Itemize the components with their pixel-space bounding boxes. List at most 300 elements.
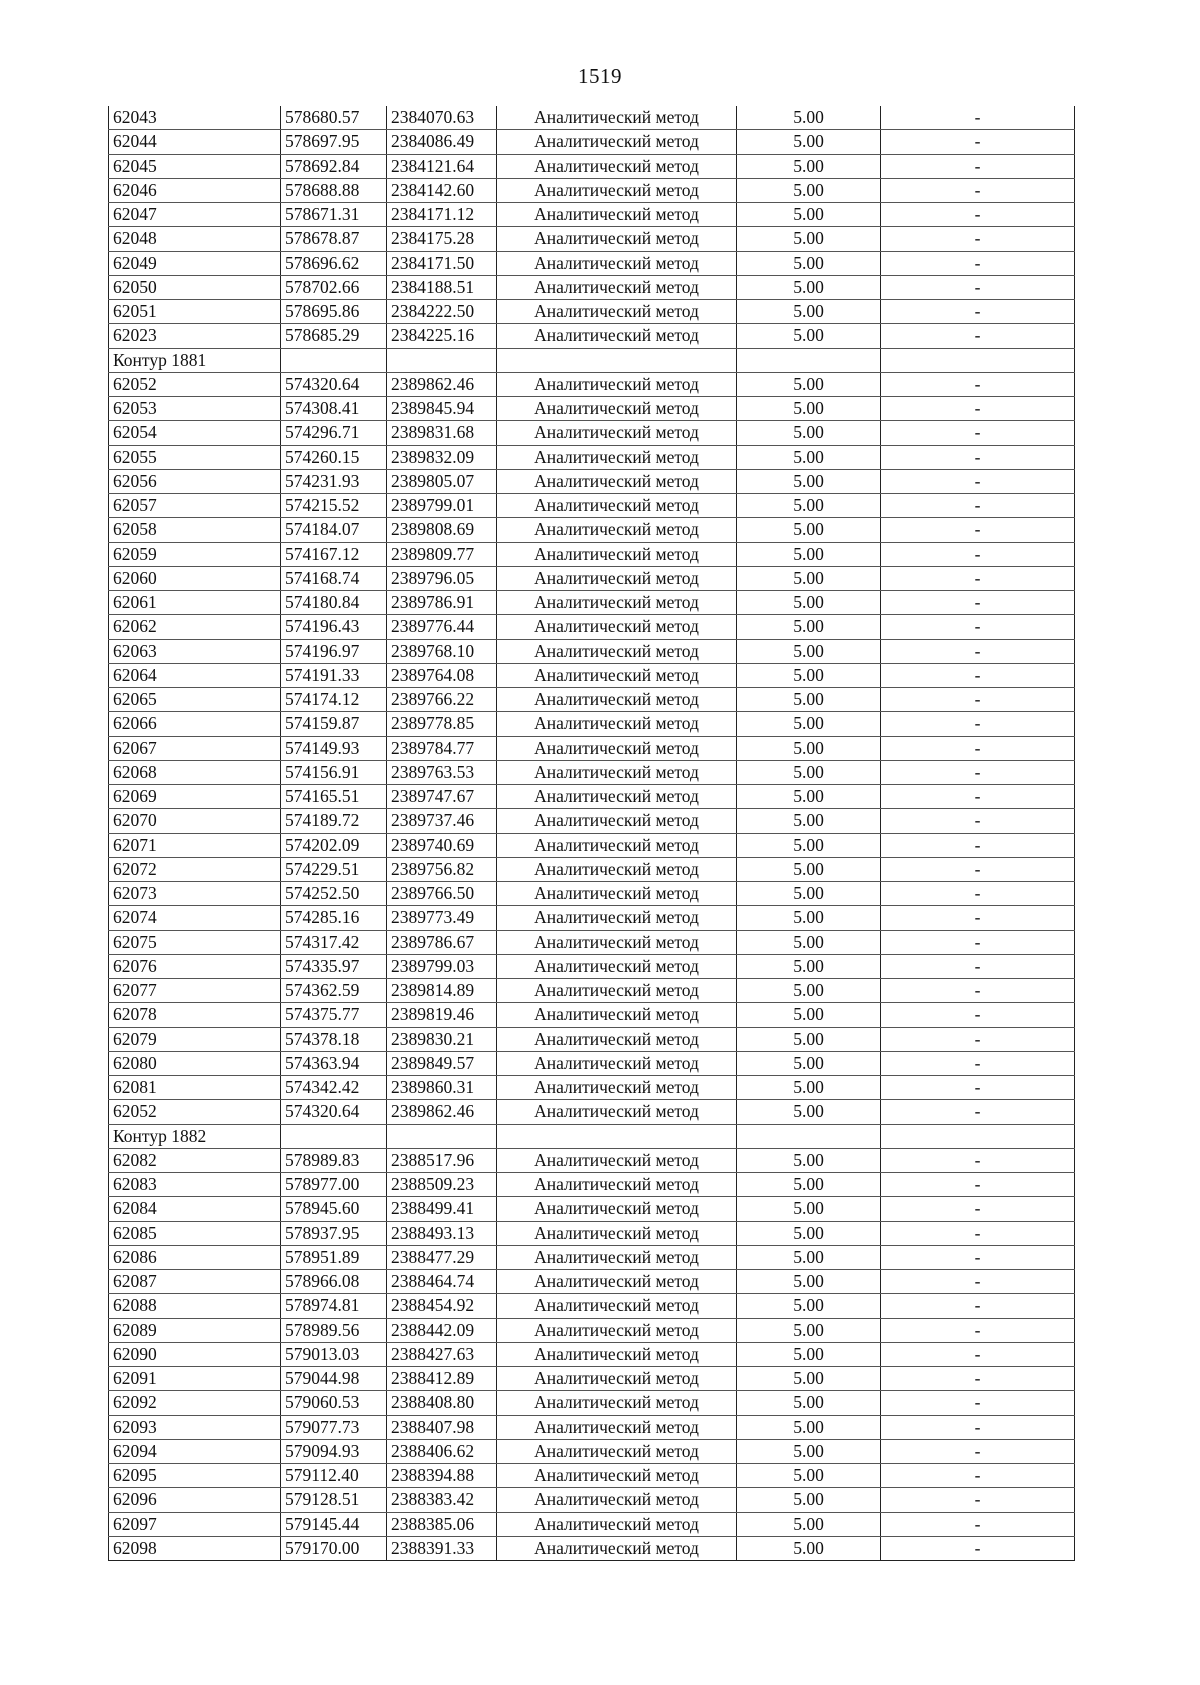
x-coordinate-cell: 574168.74 <box>281 566 387 590</box>
point-id-cell: 62075 <box>109 930 281 954</box>
y-coordinate-cell: 2389776.44 <box>387 615 497 639</box>
method-cell: Аналитический метод <box>497 930 737 954</box>
x-coordinate-cell: 579170.00 <box>281 1536 387 1560</box>
point-id-cell: 62089 <box>109 1318 281 1342</box>
y-coordinate-cell: 2389756.82 <box>387 857 497 881</box>
y-coordinate-cell: 2388383.42 <box>387 1488 497 1512</box>
point-id-cell: 62073 <box>109 882 281 906</box>
y-coordinate-cell: 2389763.53 <box>387 760 497 784</box>
point-id-cell: 62058 <box>109 518 281 542</box>
point-id-cell: 62064 <box>109 663 281 687</box>
x-coordinate-cell: 574215.52 <box>281 494 387 518</box>
y-coordinate-cell: 2389799.01 <box>387 494 497 518</box>
note-cell: - <box>881 1100 1075 1124</box>
point-id-cell: 62098 <box>109 1536 281 1560</box>
point-id-cell: 62050 <box>109 275 281 299</box>
method-cell: Аналитический метод <box>497 203 737 227</box>
table-row <box>109 712 1075 736</box>
table-row <box>109 785 1075 809</box>
method-cell: Аналитический метод <box>497 469 737 493</box>
method-cell: Аналитический метод <box>497 1488 737 1512</box>
accuracy-cell: 5.00 <box>737 178 881 202</box>
point-id-cell: 62093 <box>109 1415 281 1439</box>
y-coordinate-cell: 2388464.74 <box>387 1270 497 1294</box>
y-coordinate-cell: 2384171.12 <box>387 203 497 227</box>
table-row <box>109 154 1075 178</box>
table-row <box>109 1439 1075 1463</box>
x-coordinate-cell: 574191.33 <box>281 663 387 687</box>
table-row <box>109 1464 1075 1488</box>
method-cell: Аналитический метод <box>497 1415 737 1439</box>
x-coordinate-cell: 578966.08 <box>281 1270 387 1294</box>
accuracy-cell: 5.00 <box>737 372 881 396</box>
note-cell: - <box>881 251 1075 275</box>
accuracy-cell: 5.00 <box>737 518 881 542</box>
y-coordinate-cell: 2389860.31 <box>387 1076 497 1100</box>
table-row <box>109 615 1075 639</box>
y-coordinate-cell: 2389808.69 <box>387 518 497 542</box>
note-cell: - <box>881 1464 1075 1488</box>
table-row <box>109 1148 1075 1172</box>
y-coordinate-cell: 2388394.88 <box>387 1464 497 1488</box>
accuracy-cell: 5.00 <box>737 1245 881 1269</box>
x-coordinate-cell: 574252.50 <box>281 882 387 906</box>
table-row <box>109 542 1075 566</box>
table-row <box>109 1318 1075 1342</box>
accuracy-cell: 5.00 <box>737 130 881 154</box>
accuracy-cell: 5.00 <box>737 397 881 421</box>
accuracy-cell: 5.00 <box>737 542 881 566</box>
method-cell: Аналитический метод <box>497 1270 737 1294</box>
note-cell: - <box>881 324 1075 348</box>
table-row <box>109 300 1075 324</box>
note-cell: - <box>881 1536 1075 1560</box>
accuracy-cell: 5.00 <box>737 469 881 493</box>
note-cell <box>881 348 1075 372</box>
x-coordinate-cell: 574342.42 <box>281 1076 387 1100</box>
method-cell: Аналитический метод <box>497 663 737 687</box>
note-cell: - <box>881 736 1075 760</box>
method-cell: Аналитический метод <box>497 518 737 542</box>
note-cell: - <box>881 1512 1075 1536</box>
method-cell: Аналитический метод <box>497 1391 737 1415</box>
accuracy-cell: 5.00 <box>737 1270 881 1294</box>
table-row <box>109 1294 1075 1318</box>
table-row <box>109 979 1075 1003</box>
y-coordinate-cell: 2389805.07 <box>387 469 497 493</box>
table-row <box>109 760 1075 784</box>
point-id-cell: 62096 <box>109 1488 281 1512</box>
table-row <box>109 251 1075 275</box>
note-cell: - <box>881 494 1075 518</box>
y-coordinate-cell: 2389766.22 <box>387 688 497 712</box>
point-id-cell: 62060 <box>109 566 281 590</box>
note-cell: - <box>881 663 1075 687</box>
y-coordinate-cell: 2388493.13 <box>387 1221 497 1245</box>
x-coordinate-cell: 578688.88 <box>281 178 387 202</box>
y-coordinate-cell: 2389809.77 <box>387 542 497 566</box>
method-cell: Аналитический метод <box>497 1318 737 1342</box>
x-coordinate-cell: 578989.56 <box>281 1318 387 1342</box>
y-coordinate-cell <box>387 348 497 372</box>
method-cell: Аналитический метод <box>497 1027 737 1051</box>
accuracy-cell: 5.00 <box>737 1197 881 1221</box>
method-cell: Аналитический метод <box>497 785 737 809</box>
method-cell: Аналитический метод <box>497 1221 737 1245</box>
method-cell: Аналитический метод <box>497 1197 737 1221</box>
table-row <box>109 688 1075 712</box>
note-cell: - <box>881 809 1075 833</box>
table-row <box>109 275 1075 299</box>
y-coordinate-cell: 2388442.09 <box>387 1318 497 1342</box>
note-cell: - <box>881 397 1075 421</box>
method-cell: Аналитический метод <box>497 736 737 760</box>
contour-header-row <box>109 1124 1075 1148</box>
method-cell: Аналитический метод <box>497 1342 737 1366</box>
note-cell <box>881 1124 1075 1148</box>
y-coordinate-cell: 2384188.51 <box>387 275 497 299</box>
contour-label: Контур 1881 <box>109 348 281 372</box>
point-id-cell: 62057 <box>109 494 281 518</box>
note-cell: - <box>881 1173 1075 1197</box>
x-coordinate-cell: 578945.60 <box>281 1197 387 1221</box>
point-id-cell: 62076 <box>109 954 281 978</box>
note-cell: - <box>881 785 1075 809</box>
accuracy-cell: 5.00 <box>737 227 881 251</box>
x-coordinate-cell: 574231.93 <box>281 469 387 493</box>
note-cell: - <box>881 1148 1075 1172</box>
y-coordinate-cell: 2389784.77 <box>387 736 497 760</box>
point-id-cell: 62059 <box>109 542 281 566</box>
method-cell: Аналитический метод <box>497 275 737 299</box>
point-id-cell: 62056 <box>109 469 281 493</box>
point-id-cell: 62054 <box>109 421 281 445</box>
x-coordinate-cell: 579112.40 <box>281 1464 387 1488</box>
method-cell: Аналитический метод <box>497 445 737 469</box>
method-cell <box>497 348 737 372</box>
note-cell: - <box>881 1197 1075 1221</box>
point-id-cell: 62069 <box>109 785 281 809</box>
accuracy-cell <box>737 348 881 372</box>
point-id-cell: 62053 <box>109 397 281 421</box>
accuracy-cell: 5.00 <box>737 494 881 518</box>
contour-header-row <box>109 348 1075 372</box>
note-cell: - <box>881 760 1075 784</box>
note-cell: - <box>881 1245 1075 1269</box>
y-coordinate-cell: 2389819.46 <box>387 1003 497 1027</box>
x-coordinate-cell: 574285.16 <box>281 906 387 930</box>
note-cell: - <box>881 566 1075 590</box>
accuracy-cell: 5.00 <box>737 688 881 712</box>
y-coordinate-cell: 2389768.10 <box>387 639 497 663</box>
accuracy-cell: 5.00 <box>737 712 881 736</box>
table-row <box>109 178 1075 202</box>
point-id-cell: 62087 <box>109 1270 281 1294</box>
y-coordinate-cell: 2389862.46 <box>387 372 497 396</box>
table-row <box>109 1221 1075 1245</box>
x-coordinate-cell: 578974.81 <box>281 1294 387 1318</box>
method-cell: Аналитический метод <box>497 106 737 130</box>
point-id-cell: 62061 <box>109 591 281 615</box>
method-cell: Аналитический метод <box>497 1245 737 1269</box>
point-id-cell: 62067 <box>109 736 281 760</box>
method-cell: Аналитический метод <box>497 1512 737 1536</box>
x-coordinate-cell: 574189.72 <box>281 809 387 833</box>
point-id-cell: 62084 <box>109 1197 281 1221</box>
note-cell: - <box>881 421 1075 445</box>
method-cell: Аналитический метод <box>497 979 737 1003</box>
y-coordinate-cell: 2389737.46 <box>387 809 497 833</box>
accuracy-cell <box>737 1124 881 1148</box>
accuracy-cell: 5.00 <box>737 324 881 348</box>
x-coordinate-cell: 579077.73 <box>281 1415 387 1439</box>
note-cell: - <box>881 857 1075 881</box>
method-cell: Аналитический метод <box>497 130 737 154</box>
accuracy-cell: 5.00 <box>737 106 881 130</box>
accuracy-cell: 5.00 <box>737 1415 881 1439</box>
y-coordinate-cell: 2389845.94 <box>387 397 497 421</box>
table-row <box>109 324 1075 348</box>
note-cell: - <box>881 591 1075 615</box>
note-cell: - <box>881 688 1075 712</box>
point-id-cell: 62078 <box>109 1003 281 1027</box>
method-cell: Аналитический метод <box>497 809 737 833</box>
point-id-cell: 62079 <box>109 1027 281 1051</box>
method-cell: Аналитический метод <box>497 566 737 590</box>
table-row <box>109 1391 1075 1415</box>
x-coordinate-cell: 578685.29 <box>281 324 387 348</box>
table-row <box>109 130 1075 154</box>
y-coordinate-cell: 2389849.57 <box>387 1051 497 1075</box>
y-coordinate-cell: 2388509.23 <box>387 1173 497 1197</box>
method-cell: Аналитический метод <box>497 1051 737 1075</box>
x-coordinate-cell: 574308.41 <box>281 397 387 421</box>
y-coordinate-cell: 2388391.33 <box>387 1536 497 1560</box>
x-coordinate-cell: 574196.43 <box>281 615 387 639</box>
method-cell: Аналитический метод <box>497 300 737 324</box>
method-cell: Аналитический метод <box>497 615 737 639</box>
table-row <box>109 1512 1075 1536</box>
point-id-cell: 62095 <box>109 1464 281 1488</box>
note-cell: - <box>881 372 1075 396</box>
y-coordinate-cell: 2384142.60 <box>387 178 497 202</box>
y-coordinate-cell: 2384086.49 <box>387 130 497 154</box>
x-coordinate-cell: 574196.97 <box>281 639 387 663</box>
x-coordinate-cell: 574156.91 <box>281 760 387 784</box>
point-id-cell: 62080 <box>109 1051 281 1075</box>
y-coordinate-cell: 2388477.29 <box>387 1245 497 1269</box>
y-coordinate-cell: 2389799.03 <box>387 954 497 978</box>
table-row <box>109 736 1075 760</box>
y-coordinate-cell: 2389786.67 <box>387 930 497 954</box>
accuracy-cell: 5.00 <box>737 1294 881 1318</box>
y-coordinate-cell: 2384070.63 <box>387 106 497 130</box>
contour-label: Контур 1882 <box>109 1124 281 1148</box>
table-row <box>109 1270 1075 1294</box>
accuracy-cell: 5.00 <box>737 1148 881 1172</box>
y-coordinate-cell: 2384175.28 <box>387 227 497 251</box>
table-row <box>109 833 1075 857</box>
note-cell: - <box>881 445 1075 469</box>
x-coordinate-cell: 574174.12 <box>281 688 387 712</box>
point-id-cell: 62097 <box>109 1512 281 1536</box>
point-id-cell: 62092 <box>109 1391 281 1415</box>
table-row <box>109 469 1075 493</box>
note-cell: - <box>881 300 1075 324</box>
point-id-cell: 62023 <box>109 324 281 348</box>
y-coordinate-cell: 2388412.89 <box>387 1367 497 1391</box>
accuracy-cell: 5.00 <box>737 1464 881 1488</box>
table-row <box>109 372 1075 396</box>
accuracy-cell: 5.00 <box>737 1488 881 1512</box>
point-id-cell: 62081 <box>109 1076 281 1100</box>
table-row <box>109 1536 1075 1560</box>
point-id-cell: 62052 <box>109 372 281 396</box>
point-id-cell: 62046 <box>109 178 281 202</box>
point-id-cell: 62066 <box>109 712 281 736</box>
accuracy-cell: 5.00 <box>737 930 881 954</box>
method-cell: Аналитический метод <box>497 1536 737 1560</box>
note-cell: - <box>881 930 1075 954</box>
x-coordinate-cell: 578977.00 <box>281 1173 387 1197</box>
note-cell: - <box>881 154 1075 178</box>
note-cell: - <box>881 106 1075 130</box>
table-row <box>109 203 1075 227</box>
point-id-cell: 62094 <box>109 1439 281 1463</box>
x-coordinate-cell: 578989.83 <box>281 1148 387 1172</box>
note-cell: - <box>881 979 1075 1003</box>
y-coordinate-cell: 2388427.63 <box>387 1342 497 1366</box>
y-coordinate-cell: 2384121.64 <box>387 154 497 178</box>
x-coordinate-cell: 574202.09 <box>281 833 387 857</box>
method-cell <box>497 1124 737 1148</box>
y-coordinate-cell: 2388499.41 <box>387 1197 497 1221</box>
point-id-cell: 62065 <box>109 688 281 712</box>
table-row <box>109 1245 1075 1269</box>
accuracy-cell: 5.00 <box>737 203 881 227</box>
point-id-cell: 62072 <box>109 857 281 881</box>
x-coordinate-cell: 574159.87 <box>281 712 387 736</box>
accuracy-cell: 5.00 <box>737 445 881 469</box>
note-cell: - <box>881 227 1075 251</box>
note-cell: - <box>881 1318 1075 1342</box>
point-id-cell: 62044 <box>109 130 281 154</box>
accuracy-cell: 5.00 <box>737 615 881 639</box>
note-cell: - <box>881 1221 1075 1245</box>
method-cell: Аналитический метод <box>497 591 737 615</box>
method-cell: Аналитический метод <box>497 542 737 566</box>
note-cell: - <box>881 615 1075 639</box>
y-coordinate-cell: 2384171.50 <box>387 251 497 275</box>
table-row <box>109 882 1075 906</box>
note-cell: - <box>881 469 1075 493</box>
y-coordinate-cell: 2389814.89 <box>387 979 497 1003</box>
table-row <box>109 1003 1075 1027</box>
table-row <box>109 906 1075 930</box>
point-id-cell: 62048 <box>109 227 281 251</box>
y-coordinate-cell: 2388407.98 <box>387 1415 497 1439</box>
x-coordinate-cell: 574149.93 <box>281 736 387 760</box>
accuracy-cell: 5.00 <box>737 906 881 930</box>
note-cell: - <box>881 1294 1075 1318</box>
x-coordinate-cell: 574260.15 <box>281 445 387 469</box>
table-row <box>109 106 1075 130</box>
point-id-cell: 62082 <box>109 1148 281 1172</box>
x-coordinate-cell: 578678.87 <box>281 227 387 251</box>
accuracy-cell: 5.00 <box>737 1342 881 1366</box>
accuracy-cell: 5.00 <box>737 591 881 615</box>
accuracy-cell: 5.00 <box>737 1100 881 1124</box>
note-cell: - <box>881 882 1075 906</box>
y-coordinate-cell: 2389830.21 <box>387 1027 497 1051</box>
method-cell: Аналитический метод <box>497 1003 737 1027</box>
accuracy-cell: 5.00 <box>737 1512 881 1536</box>
method-cell: Аналитический метод <box>497 1439 737 1463</box>
y-coordinate-cell <box>387 1124 497 1148</box>
point-id-cell: 62086 <box>109 1245 281 1269</box>
note-cell: - <box>881 1076 1075 1100</box>
coordinates-table-body <box>109 106 1075 1561</box>
table-row <box>109 1100 1075 1124</box>
x-coordinate-cell: 574180.84 <box>281 591 387 615</box>
x-coordinate-cell: 574375.77 <box>281 1003 387 1027</box>
method-cell: Аналитический метод <box>497 421 737 445</box>
x-coordinate-cell: 574320.64 <box>281 1100 387 1124</box>
y-coordinate-cell: 2389773.49 <box>387 906 497 930</box>
method-cell: Аналитический метод <box>497 833 737 857</box>
y-coordinate-cell: 2389831.68 <box>387 421 497 445</box>
y-coordinate-cell: 2389862.46 <box>387 1100 497 1124</box>
table-row <box>109 809 1075 833</box>
x-coordinate-cell: 579060.53 <box>281 1391 387 1415</box>
note-cell: - <box>881 542 1075 566</box>
table-row <box>109 1027 1075 1051</box>
accuracy-cell: 5.00 <box>737 566 881 590</box>
point-id-cell: 62090 <box>109 1342 281 1366</box>
table-row <box>109 857 1075 881</box>
accuracy-cell: 5.00 <box>737 1027 881 1051</box>
accuracy-cell: 5.00 <box>737 1173 881 1197</box>
point-id-cell: 62062 <box>109 615 281 639</box>
y-coordinate-cell: 2388454.92 <box>387 1294 497 1318</box>
point-id-cell: 62074 <box>109 906 281 930</box>
table-row <box>109 1051 1075 1075</box>
table-row <box>109 954 1075 978</box>
method-cell: Аналитический метод <box>497 1100 737 1124</box>
x-coordinate-cell: 579094.93 <box>281 1439 387 1463</box>
point-id-cell: 62045 <box>109 154 281 178</box>
method-cell: Аналитический метод <box>497 712 737 736</box>
table-row <box>109 1367 1075 1391</box>
accuracy-cell: 5.00 <box>737 1003 881 1027</box>
method-cell: Аналитический метод <box>497 397 737 421</box>
note-cell: - <box>881 1415 1075 1439</box>
note-cell: - <box>881 1342 1075 1366</box>
accuracy-cell: 5.00 <box>737 154 881 178</box>
note-cell: - <box>881 1270 1075 1294</box>
accuracy-cell: 5.00 <box>737 760 881 784</box>
method-cell: Аналитический метод <box>497 882 737 906</box>
point-id-cell: 62088 <box>109 1294 281 1318</box>
table-row <box>109 639 1075 663</box>
point-id-cell: 62052 <box>109 1100 281 1124</box>
table-row <box>109 1197 1075 1221</box>
table-row <box>109 227 1075 251</box>
accuracy-cell: 5.00 <box>737 785 881 809</box>
accuracy-cell: 5.00 <box>737 979 881 1003</box>
x-coordinate-cell: 578702.66 <box>281 275 387 299</box>
note-cell: - <box>881 1051 1075 1075</box>
